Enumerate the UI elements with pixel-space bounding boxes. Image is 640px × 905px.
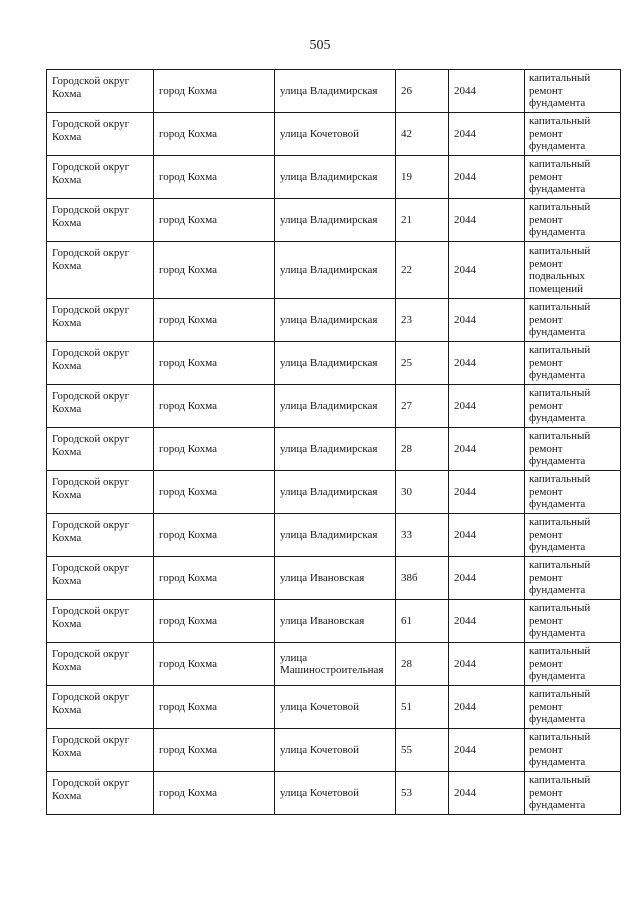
year-cell: 2044: [449, 643, 525, 686]
street-cell: улица Владимирская: [275, 156, 396, 199]
district-cell: Городской округ Кохма: [47, 156, 154, 199]
street-cell: улица Ивановская: [275, 600, 396, 643]
district-cell: Городской округ Кохма: [47, 299, 154, 342]
street-cell: улица Владимирская: [275, 242, 396, 299]
district-cell: Городской округ Кохма: [47, 686, 154, 729]
year-cell: 2044: [449, 385, 525, 428]
city-cell: город Кохма: [154, 686, 275, 729]
year-cell: 2044: [449, 70, 525, 113]
district-cell: Городской округ Кохма: [47, 242, 154, 299]
house-number-cell: 28: [396, 428, 449, 471]
city-cell: город Кохма: [154, 772, 275, 815]
table-row: [47, 113, 621, 156]
work-type-cell: капитальный ремонт фундамента: [525, 113, 621, 156]
table-row: [47, 643, 621, 686]
house-number-cell: 30: [396, 471, 449, 514]
work-type-cell: капитальный ремонт фундамента: [525, 385, 621, 428]
street-cell: улица Владимирская: [275, 514, 396, 557]
work-type-cell: капитальный ремонт фундамента: [525, 729, 621, 772]
house-number-cell: 28: [396, 643, 449, 686]
house-number-cell: 27: [396, 385, 449, 428]
city-cell: город Кохма: [154, 729, 275, 772]
house-number-cell: 33: [396, 514, 449, 557]
house-number-cell: 19: [396, 156, 449, 199]
work-type-cell: капитальный ремонт фундамента: [525, 514, 621, 557]
year-cell: 2044: [449, 557, 525, 600]
street-cell: улица Владимирская: [275, 471, 396, 514]
year-cell: 2044: [449, 600, 525, 643]
city-cell: город Кохма: [154, 113, 275, 156]
district-cell: Городской округ Кохма: [47, 471, 154, 514]
street-cell: улица Владимирская: [275, 428, 396, 471]
house-number-cell: 25: [396, 342, 449, 385]
house-number-cell: 42: [396, 113, 449, 156]
district-cell: Городской округ Кохма: [47, 772, 154, 815]
year-cell: 2044: [449, 199, 525, 242]
table-row: [47, 772, 621, 815]
house-number-cell: 61: [396, 600, 449, 643]
district-cell: Городской округ Кохма: [47, 199, 154, 242]
records-table: [46, 69, 621, 815]
table-row: [47, 199, 621, 242]
table-row: [47, 299, 621, 342]
city-cell: город Кохма: [154, 342, 275, 385]
city-cell: город Кохма: [154, 299, 275, 342]
district-cell: Городской округ Кохма: [47, 428, 154, 471]
work-type-cell: капитальный ремонт фундамента: [525, 342, 621, 385]
year-cell: 2044: [449, 428, 525, 471]
street-cell: улица Владимирская: [275, 299, 396, 342]
street-cell: улица Машиностроительная: [275, 643, 396, 686]
city-cell: город Кохма: [154, 199, 275, 242]
city-cell: город Кохма: [154, 385, 275, 428]
house-number-cell: 51: [396, 686, 449, 729]
year-cell: 2044: [449, 514, 525, 557]
table-row: [47, 342, 621, 385]
house-number-cell: 38б: [396, 557, 449, 600]
city-cell: город Кохма: [154, 70, 275, 113]
district-cell: Городской округ Кохма: [47, 514, 154, 557]
year-cell: 2044: [449, 156, 525, 199]
district-cell: Городской округ Кохма: [47, 113, 154, 156]
house-number-cell: 26: [396, 70, 449, 113]
street-cell: улица Ивановская: [275, 557, 396, 600]
year-cell: 2044: [449, 729, 525, 772]
table-row: [47, 729, 621, 772]
records-body: [47, 70, 621, 815]
house-number-cell: 21: [396, 199, 449, 242]
year-cell: 2044: [449, 242, 525, 299]
city-cell: город Кохма: [154, 242, 275, 299]
street-cell: улица Кочетовой: [275, 113, 396, 156]
street-cell: улица Владимирская: [275, 342, 396, 385]
table-row: [47, 70, 621, 113]
year-cell: 2044: [449, 299, 525, 342]
year-cell: 2044: [449, 113, 525, 156]
street-cell: улица Владимирская: [275, 70, 396, 113]
table-row: [47, 385, 621, 428]
table-row: [47, 156, 621, 199]
work-type-cell: капитальный ремонт фундамента: [525, 471, 621, 514]
year-cell: 2044: [449, 686, 525, 729]
house-number-cell: 22: [396, 242, 449, 299]
work-type-cell: капитальный ремонт фундамента: [525, 199, 621, 242]
city-cell: город Кохма: [154, 600, 275, 643]
work-type-cell: капитальный ремонт фундамента: [525, 299, 621, 342]
district-cell: Городской округ Кохма: [47, 557, 154, 600]
street-cell: улица Владимирская: [275, 385, 396, 428]
table-row: [47, 557, 621, 600]
year-cell: 2044: [449, 471, 525, 514]
street-cell: улица Кочетовой: [275, 729, 396, 772]
street-cell: улица Владимирская: [275, 199, 396, 242]
year-cell: 2044: [449, 342, 525, 385]
district-cell: Городской округ Кохма: [47, 70, 154, 113]
district-cell: Городской округ Кохма: [47, 342, 154, 385]
table-row: [47, 242, 621, 299]
house-number-cell: 53: [396, 772, 449, 815]
city-cell: город Кохма: [154, 156, 275, 199]
district-cell: Городской округ Кохма: [47, 643, 154, 686]
table-row: [47, 686, 621, 729]
table-row: [47, 600, 621, 643]
house-number-cell: 23: [396, 299, 449, 342]
city-cell: город Кохма: [154, 428, 275, 471]
street-cell: улица Кочетовой: [275, 772, 396, 815]
page-number: 505: [309, 38, 331, 53]
work-type-cell: капитальный ремонт подвальных помещений: [525, 242, 621, 299]
district-cell: Городской округ Кохма: [47, 600, 154, 643]
work-type-cell: капитальный ремонт фундамента: [525, 600, 621, 643]
district-cell: Городской округ Кохма: [47, 729, 154, 772]
city-cell: город Кохма: [154, 514, 275, 557]
work-type-cell: капитальный ремонт фундамента: [525, 428, 621, 471]
table-row: [47, 471, 621, 514]
work-type-cell: капитальный ремонт фундамента: [525, 772, 621, 815]
work-type-cell: капитальный ремонт фундамента: [525, 156, 621, 199]
street-cell: улица Кочетовой: [275, 686, 396, 729]
district-cell: Городской округ Кохма: [47, 385, 154, 428]
city-cell: город Кохма: [154, 557, 275, 600]
table-row: [47, 514, 621, 557]
city-cell: город Кохма: [154, 471, 275, 514]
work-type-cell: капитальный ремонт фундамента: [525, 643, 621, 686]
table-row: [47, 428, 621, 471]
work-type-cell: капитальный ремонт фундамента: [525, 557, 621, 600]
house-number-cell: 55: [396, 729, 449, 772]
work-type-cell: капитальный ремонт фундамента: [525, 686, 621, 729]
city-cell: город Кохма: [154, 643, 275, 686]
work-type-cell: капитальный ремонт фундамента: [525, 70, 621, 113]
year-cell: 2044: [449, 772, 525, 815]
